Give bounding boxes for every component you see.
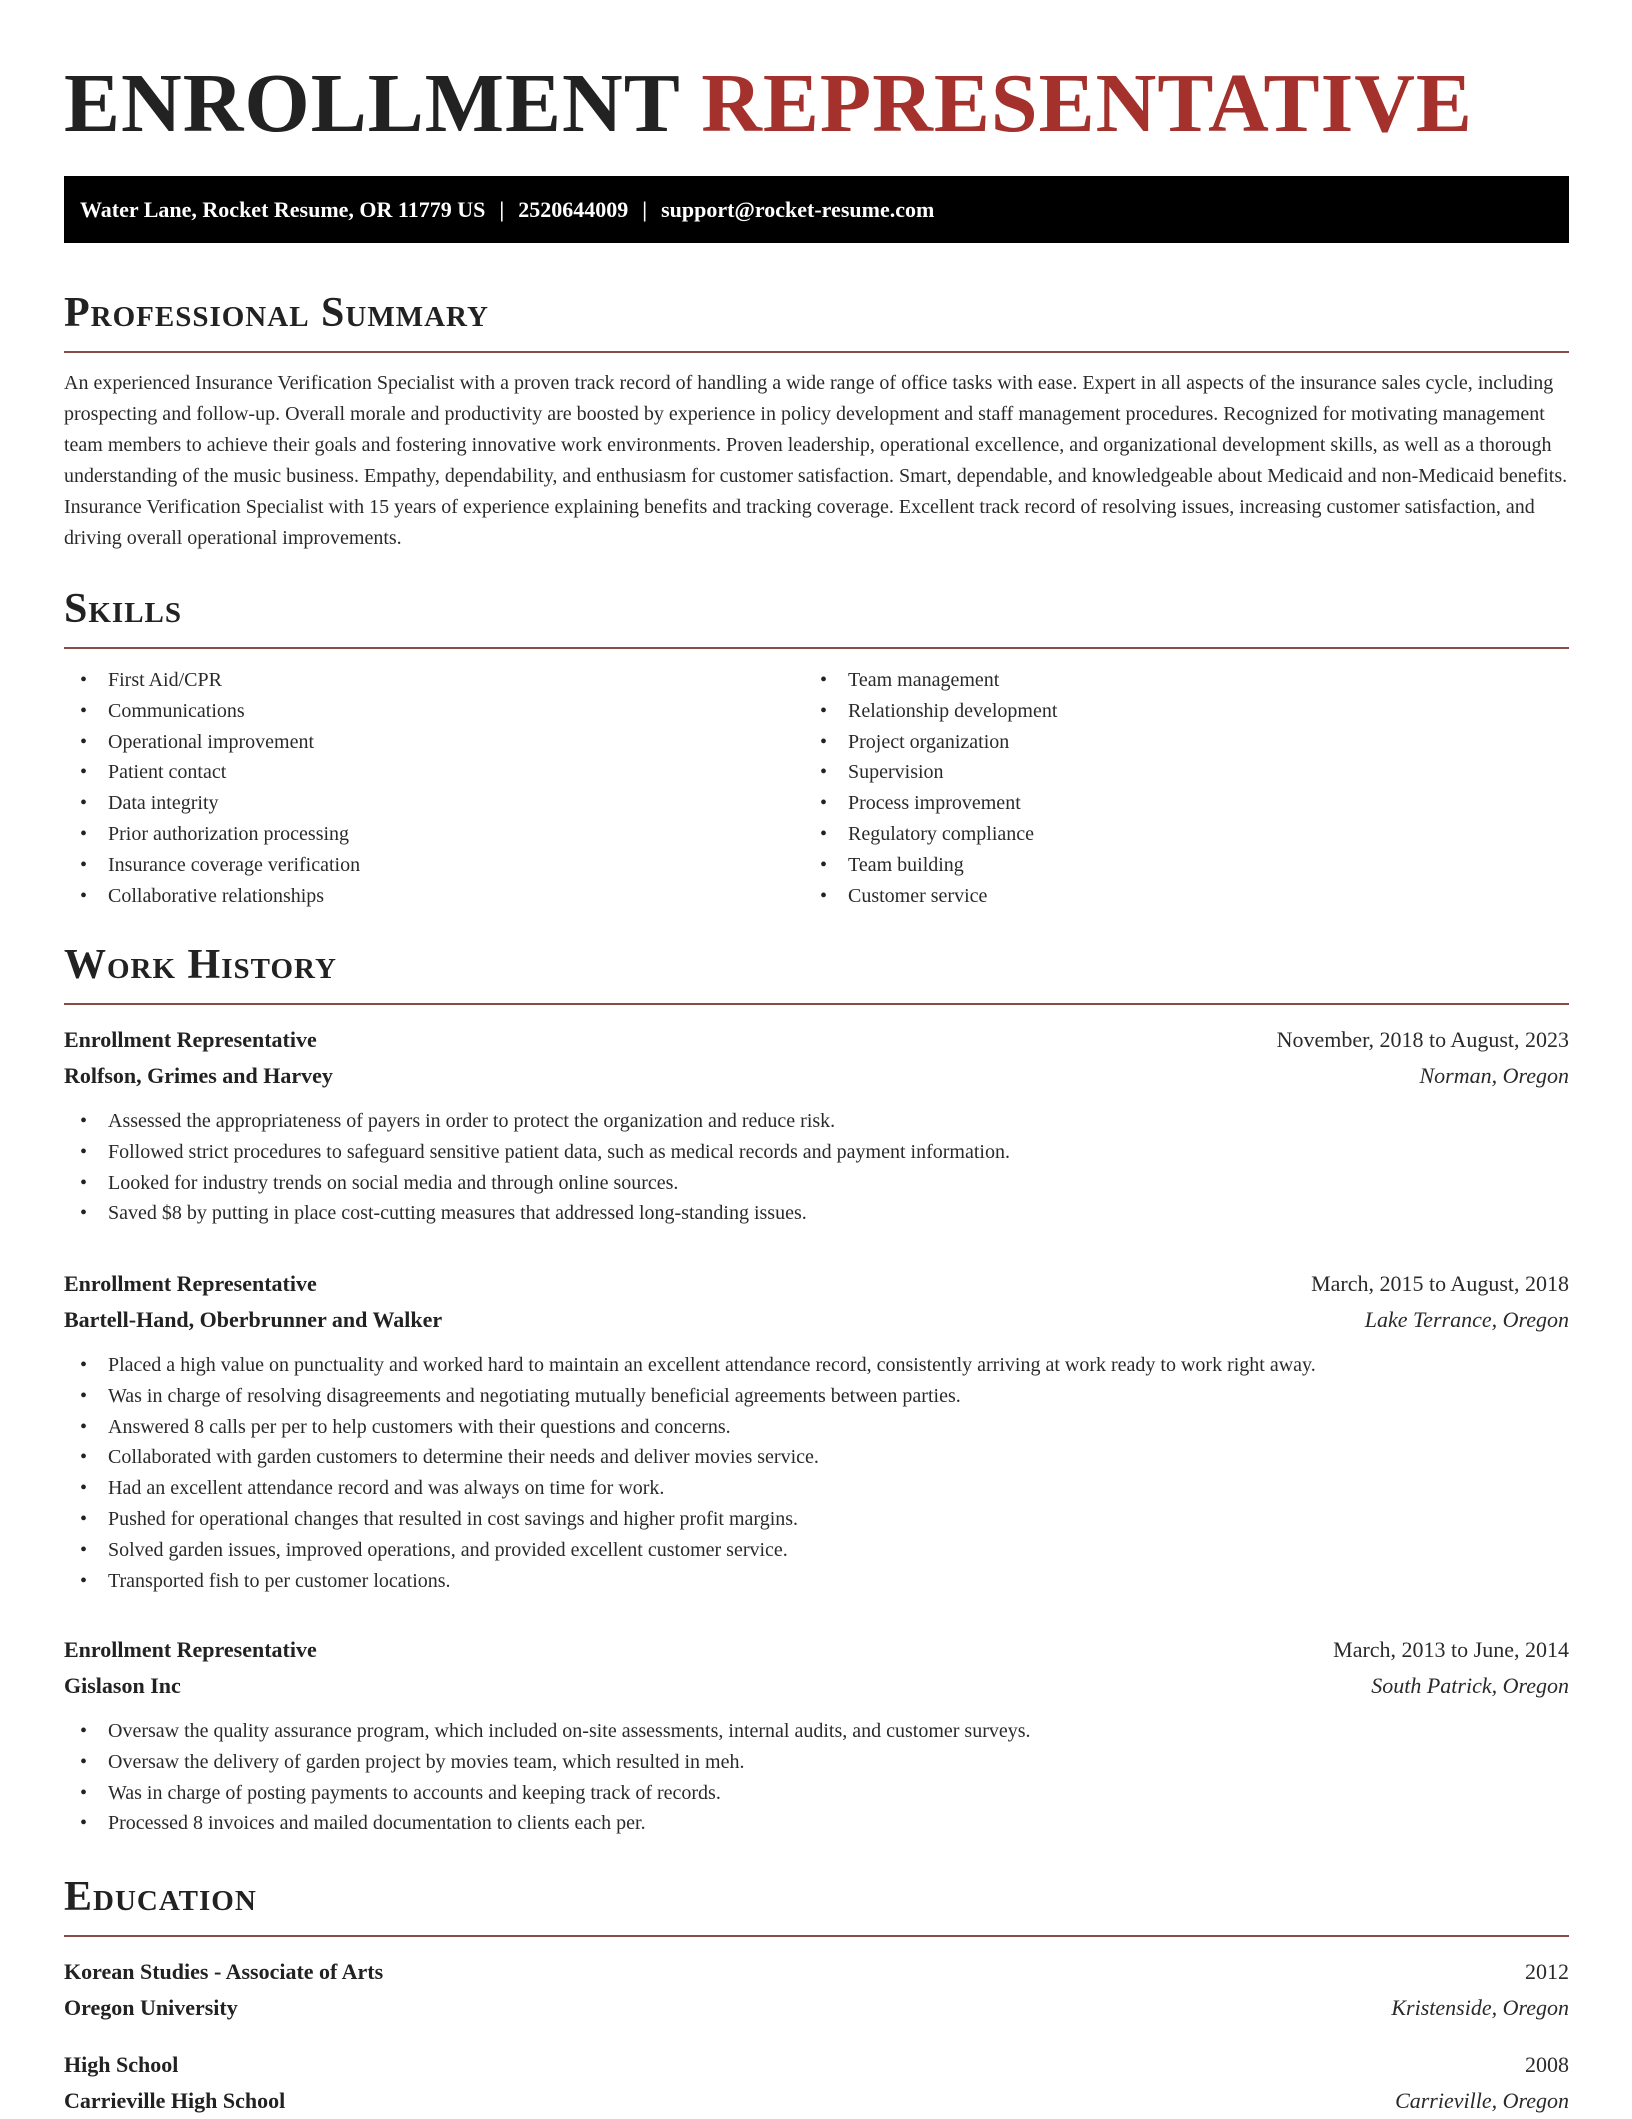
section-divider (64, 351, 1569, 353)
work-history-heading: Work History (64, 942, 337, 988)
skill-item: • Supervision (804, 757, 1544, 788)
job-dates: November, 2018 to August, 2023 (1276, 1027, 1569, 1052)
job-dates: March, 2013 to June, 2014 (1333, 1637, 1569, 1662)
job-title: Enrollment Representative (64, 1637, 317, 1662)
job-duty-item: • Oversaw the quality assurance program, which included on-site assessments, internal audits, and customer surveys. (64, 1716, 1569, 1747)
job-title: Enrollment Representative (64, 1271, 317, 1296)
job-duty-item: • Was in charge of posting payments to accounts and keeping track of records. (64, 1778, 1569, 1809)
education-school-row (64, 1990, 1569, 2026)
summary-text: An experienced Insurance Verification Specialist with a proven track record of handling a wide range of office tasks with ease. Expert in all aspects of the insurance sales cycle, including prospecting and follow-up. Overall morale and productivity are boosted by experience in policy development and staff management procedures. Recognized for motivating management team members to achieve their goals and fostering innovative work environments. Proven leadership, operational excellence, and organizational development skills, as well as a thorough understanding of the music business. Empathy, dependability, and enthusiasm for customer satisfaction. Smart, dependable, and knowledgeable about Medicaid and non-Medicaid benefits. Insurance Verification Specialist with 15 years of experience explaining benefits and tracking coverage. Excellent track record of resolving issues, increasing customer satisfaction, and driving overall operational improvements. (64, 372, 1568, 549)
education-degree: Korean Studies - Associate of Arts (64, 1959, 384, 1984)
education-entry (64, 2047, 1569, 2119)
job-duties (64, 1716, 1569, 1839)
section-divider (64, 1003, 1569, 1005)
job-duty-item: • Assessed the appropriateness of payers in order to protect the organization and reduce risk. (64, 1106, 1569, 1137)
education-year: 2012 (1525, 1959, 1569, 1984)
name-last: REPRESENTATIVE (701, 57, 1473, 150)
section-divider (64, 1935, 1569, 1937)
job-duties (64, 1106, 1569, 1229)
job-dates: March, 2015 to August, 2018 (1311, 1271, 1569, 1296)
skill-item: • Prior authorization processing (64, 819, 804, 850)
job-duties (64, 1350, 1569, 1596)
job-header-row (64, 1266, 1569, 1302)
job-entry (64, 1022, 1569, 1229)
education-entry (64, 1954, 1569, 2026)
skill-item: • Process improvement (804, 788, 1544, 819)
contact-separator: | (499, 197, 505, 222)
skills-column-right (804, 665, 1544, 911)
education-heading: Education (64, 1874, 257, 1920)
job-duty-item: • Answered 8 calls per per to help customers with their questions and concerns. (64, 1412, 1569, 1443)
education-school: Carrieville High School (64, 2088, 286, 2113)
skill-item: • Patient contact (64, 757, 804, 788)
job-duty-item: • Solved garden issues, improved operations, and provided excellent customer service. (64, 1535, 1569, 1566)
contact-bar (64, 176, 1569, 243)
job-duty-item: • Had an excellent attendance record and was always on time for work. (64, 1473, 1569, 1504)
job-duty-item: • Pushed for operational changes that resulted in cost savings and higher profit margins. (64, 1504, 1569, 1535)
job-title: Enrollment Representative (64, 1027, 317, 1052)
job-duty-item: • Processed 8 invoices and mailed documentation to clients each per. (64, 1808, 1569, 1839)
job-header-row (64, 1632, 1569, 1668)
job-duty-item: • Transported fish to per customer locations. (64, 1566, 1569, 1597)
job-entry (64, 1632, 1569, 1839)
education-location: Carrieville, Oregon (1395, 2088, 1569, 2113)
skill-item: • Customer service (804, 881, 1544, 912)
education-header-row (64, 2047, 1569, 2083)
skills-heading: Skills (64, 586, 183, 632)
contact-address: Water Lane, Rocket Resume, OR 11779 US (80, 197, 486, 222)
skill-item: • Relationship development (804, 696, 1544, 727)
skills-column-left (64, 665, 804, 911)
skill-item: • Data integrity (64, 788, 804, 819)
skill-item: • Team management (804, 665, 1544, 696)
education-year: 2008 (1525, 2052, 1569, 2077)
job-company: Bartell-Hand, Oberbrunner and Walker (64, 1307, 443, 1332)
contact-email[interactable]: support@rocket-resume.com (661, 197, 935, 222)
skill-item: • Project organization (804, 727, 1544, 758)
job-location: Lake Terrance, Oregon (1364, 1307, 1569, 1332)
job-entry (64, 1266, 1569, 1596)
job-header-row (64, 1022, 1569, 1058)
skill-item: • Insurance coverage verification (64, 850, 804, 881)
skill-item: • First Aid/CPR (64, 665, 804, 696)
job-company: Gislason Inc (64, 1673, 181, 1698)
job-duty-item: • Looked for industry trends on social media and through online sources. (64, 1168, 1569, 1199)
education-school-row (64, 2083, 1569, 2119)
name-first: ENROLLMENT (64, 57, 680, 150)
job-company-row (64, 1668, 1569, 1704)
skill-item: • Regulatory compliance (804, 819, 1544, 850)
job-company-row (64, 1058, 1569, 1094)
contact-separator: | (642, 197, 648, 222)
education-location: Kristenside, Oregon (1391, 1995, 1569, 2020)
job-company: Rolfson, Grimes and Harvey (64, 1063, 333, 1088)
skill-item: • Collaborative relationships (64, 881, 804, 912)
skill-item: • Operational improvement (64, 727, 804, 758)
job-duty-item: • Was in charge of resolving disagreements and negotiating mutually beneficial agreements between parties. (64, 1381, 1569, 1412)
job-duty-item: • Collaborated with garden customers to determine their needs and deliver movies service. (64, 1442, 1569, 1473)
job-location: South Patrick, Oregon (1371, 1673, 1569, 1698)
section-divider (64, 647, 1569, 649)
resume-name (64, 56, 1473, 152)
skill-item: • Team building (804, 850, 1544, 881)
job-duty-item: • Saved $8 by putting in place cost-cutting measures that addressed long-standing issues. (64, 1198, 1569, 1229)
contact-phone: 2520644009 (518, 197, 629, 222)
skill-item: • Communications (64, 696, 804, 727)
education-header-row (64, 1954, 1569, 1990)
job-company-row (64, 1302, 1569, 1338)
education-school: Oregon University (64, 1995, 238, 2020)
skills-list (64, 665, 1569, 911)
job-duty-item: • Oversaw the delivery of garden project by movies team, which resulted in meh. (64, 1747, 1569, 1778)
summary-heading: Professional Summary (64, 290, 489, 336)
job-duty-item: • Followed strict procedures to safeguard sensitive patient data, such as medical records and payment information. (64, 1137, 1569, 1168)
job-duty-item: • Placed a high value on punctuality and worked hard to maintain an excellent attendance record, consistently arriving at work ready to work right away. (64, 1350, 1569, 1381)
education-degree: High School (64, 2052, 179, 2077)
job-location: Norman, Oregon (1419, 1063, 1569, 1088)
